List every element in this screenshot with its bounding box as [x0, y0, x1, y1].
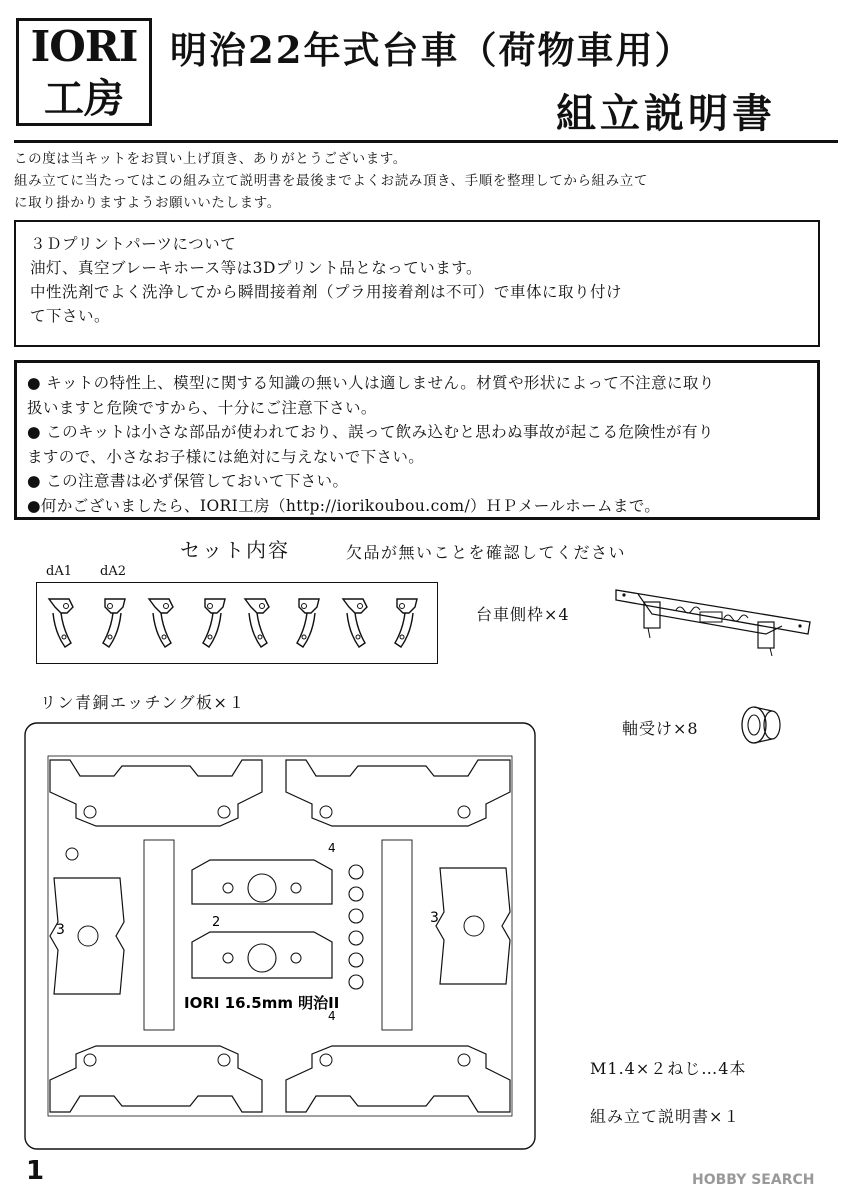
brake-shoe-da1 [343, 599, 367, 647]
etch-brand-mark: IORI 16.5mm 明治II [184, 994, 340, 1012]
brake-shoe-da2 [297, 599, 319, 647]
side-frame-drawing [612, 584, 818, 664]
warning-line: ●何かございましたら、IORI工房（http://iorikoubou.com/）ＨＰメールホームまで。 [27, 496, 661, 515]
hobbysearch-watermark: HOBBY SEARCH [692, 1172, 815, 1188]
brake-shoe-da1 [245, 599, 269, 647]
print3d-line: 中性洗剤でよく洗浄してから瞬間接着剤（プラ用接着剤は不可）で車体に取り付け [30, 283, 623, 301]
page-title: 明治22年式台車（荷物車用） [170, 28, 694, 72]
side-frame-label: 台車側枠×4 [476, 605, 570, 624]
print3d-line: 油灯、真空ブレーキホース等は3Dプリント品となっています。 [30, 259, 483, 277]
print3d-line: ３Ｄプリントパーツについて [30, 235, 237, 253]
brake-shoe-da2 [395, 599, 417, 647]
etch-number-3-left: 3 [56, 922, 65, 938]
print3d-line: て下さい。 [30, 307, 111, 325]
bearing-label: 軸受け×8 [622, 719, 699, 738]
iori-logo [16, 18, 152, 126]
brake-shoe-da1 [49, 599, 73, 647]
intro-line: この度は当キットをお買い上げ頂き、ありがとうございます。 [14, 151, 407, 167]
brake-shoe-da1 [149, 599, 173, 647]
intro-line: 組み立てに当たってはこの組み立て説明書を最後までよくお読み頂き、手順を整理してから組み立て [14, 173, 648, 189]
warning-line: ● このキットは小さな部品が使われており、誤って飲み込むと思わぬ事故が起こる危険性が有り [27, 423, 714, 441]
etch-number-2: 2 [212, 915, 221, 930]
etch-number-4-top: 4 [328, 841, 336, 855]
warning-line: ● キットの特性上、模型に関する知識の無い人は適しません。材質や形状によって不注意に取り [27, 374, 715, 392]
page-number: 1 [26, 1156, 45, 1186]
page-subtitle: 組立説明書 [556, 90, 776, 137]
brake-shoe-parts-box [36, 582, 438, 664]
manual-label: 組み立て説明書×１ [590, 1107, 741, 1126]
brake-shoe-da2 [103, 599, 125, 647]
brake-shoe-da2 [203, 599, 225, 647]
print3d-notice-text [30, 232, 622, 328]
etching-sheet-label: リン青銅エッチング板×１ [40, 693, 246, 712]
set-contents-note: 欠品が無いことを確認してください [346, 543, 627, 562]
part-label-da2: dA2 [100, 564, 126, 579]
header-divider [14, 140, 838, 143]
logo-text-bottom: 工房 [44, 75, 124, 122]
screws-label: M1.4×２ねじ…4本 [590, 1059, 747, 1078]
etch-number-3-right: 3 [430, 910, 439, 926]
set-contents-title: セット内容 [180, 538, 290, 562]
warning-line: ● この注意書は必ず保管しておいて下さい。 [27, 472, 349, 490]
warning-line: ますので、小さなお子様には絶対に与えないで下さい。 [27, 447, 425, 466]
warning-text [27, 371, 715, 518]
etch-number-4-bottom: 4 [328, 1009, 336, 1023]
warning-box [14, 360, 820, 520]
intro-line: に取り掛かりますようお願いいたします。 [14, 195, 281, 211]
bearing-drawing [738, 702, 786, 748]
print3d-notice-box [14, 220, 820, 347]
etching-sheet-drawing [24, 722, 536, 1150]
brake-shoe-parts-drawing [37, 583, 439, 665]
intro-text [14, 148, 840, 214]
logo-text-top: IORI [30, 22, 138, 71]
warning-line: 扱いますと危険ですから、十分にご注意下さい。 [27, 398, 377, 417]
part-label-da1: dA1 [46, 564, 72, 579]
